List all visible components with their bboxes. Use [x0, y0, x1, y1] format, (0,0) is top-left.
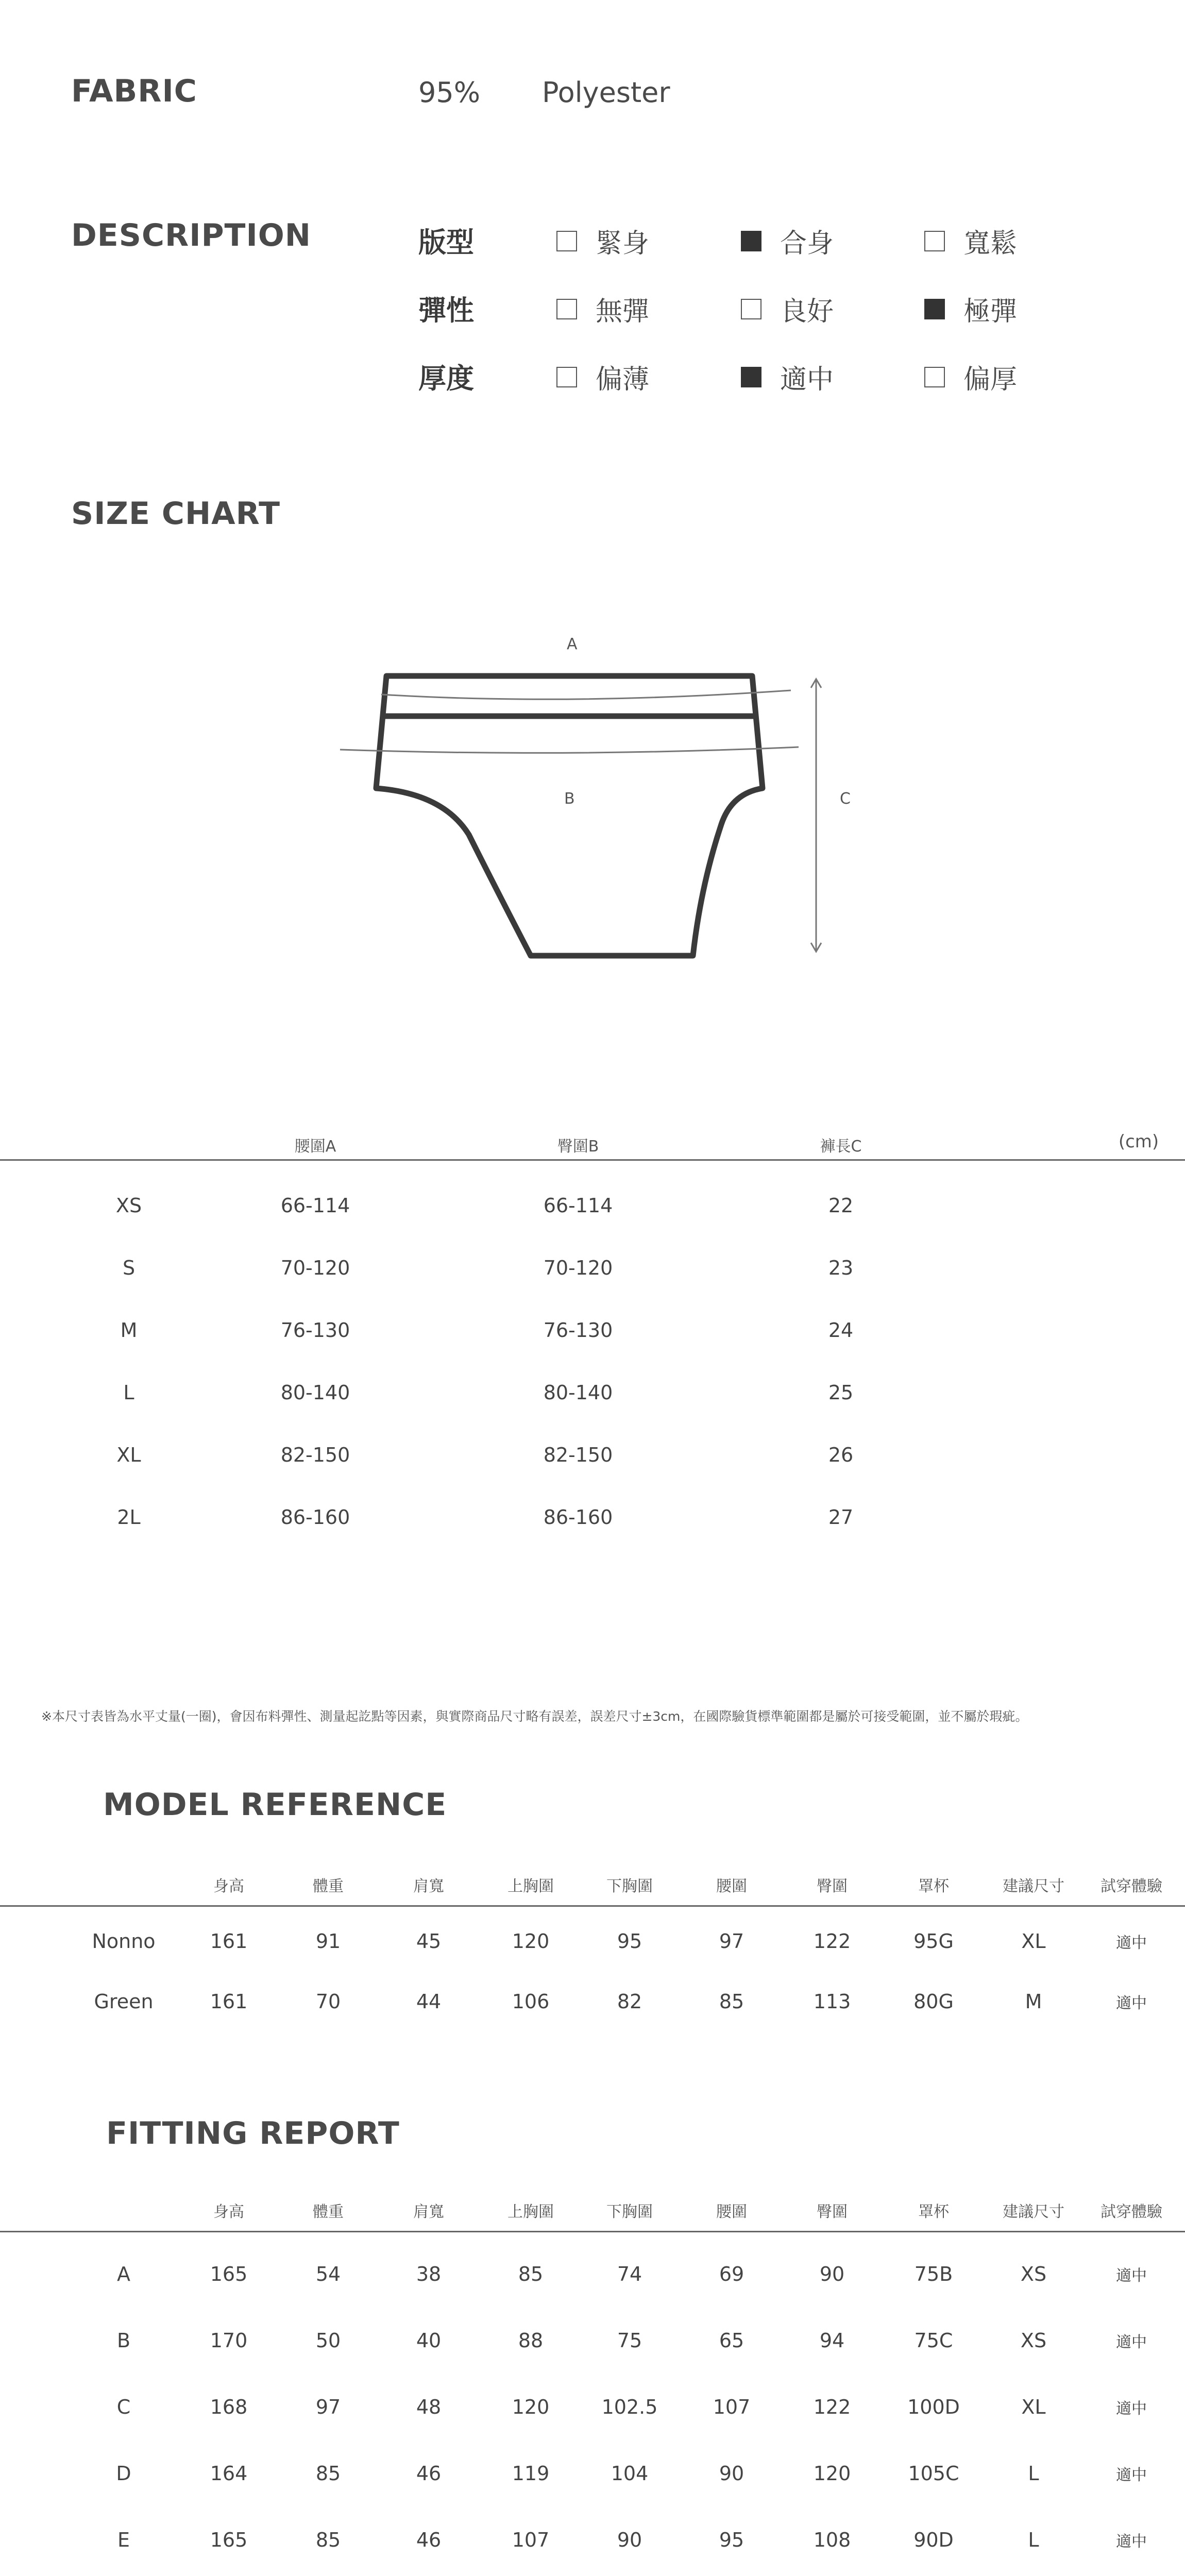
size-unit: (cm) — [1118, 1131, 1159, 1152]
diagram-label-a: A — [567, 635, 578, 653]
fitting-report-cell: A — [117, 2263, 130, 2285]
size-table-cell: XS — [115, 1194, 142, 1217]
fitting-report-cell: 170 — [210, 2329, 248, 2352]
checkbox-checked-icon — [741, 231, 761, 251]
fitting-report-cell: 85 — [315, 2462, 341, 2485]
model-reference-cell: 161 — [210, 1930, 248, 1953]
fitting-report-cell: B — [116, 2329, 131, 2352]
model-reference-cell: 120 — [512, 1930, 550, 1953]
model-reference-cell: Nonno — [92, 1930, 156, 1953]
size-table-cell: 27 — [828, 1506, 854, 1529]
description-option-label: 無彈 — [596, 296, 650, 327]
description-option-label: 寬鬆 — [963, 228, 1018, 259]
model-reference-cell: 95 — [617, 1930, 642, 1953]
size-table-cell: 80-140 — [280, 1381, 350, 1404]
measure-lines — [340, 679, 821, 952]
checkbox-checked-icon — [741, 367, 761, 387]
description-option — [924, 358, 1017, 396]
fitting-report-header: 下胸圍 — [606, 2203, 653, 2221]
description-title: DESCRIPTION — [71, 217, 312, 253]
model-reference-header: 腰圍 — [716, 1877, 747, 1895]
description-row-label: 彈性 — [418, 294, 474, 327]
model-reference-header: 試穿體驗 — [1101, 1877, 1162, 1895]
model-reference-cell: 97 — [719, 1930, 744, 1953]
model-reference-cell: 95G — [913, 1930, 954, 1953]
fitting-report-cell: 95 — [719, 2529, 744, 2551]
fitting-report-cell: 46 — [416, 2462, 442, 2485]
fitting-report-cell: 74 — [617, 2263, 642, 2285]
fitting-report-cell: 75C — [914, 2329, 953, 2352]
fitting-report-header: 體重 — [313, 2203, 344, 2221]
fitting-report-cell: 69 — [719, 2263, 744, 2285]
fitting-report-header: 身高 — [213, 2203, 244, 2221]
fitting-report-cell: 38 — [416, 2263, 442, 2285]
model-reference-header: 肩寬 — [413, 1877, 444, 1895]
fabric-percent: 95% — [418, 76, 481, 109]
fitting-report-cell: 165 — [210, 2263, 248, 2285]
fitting-report-header: 上胸圍 — [507, 2203, 554, 2221]
fabric-title: FABRIC — [71, 73, 197, 109]
fitting-report-cell: 119 — [512, 2462, 550, 2485]
size-table-cell: XL — [116, 1444, 141, 1466]
checkbox-checked-icon — [924, 299, 945, 319]
fitting-report-cell: C — [116, 2396, 131, 2418]
fitting-report-cell: 164 — [210, 2462, 248, 2485]
size-table-cell: 24 — [828, 1319, 854, 1342]
fitting-report-cell: 104 — [611, 2462, 649, 2485]
model-reference-header: 建議尺寸 — [1003, 1877, 1064, 1895]
fitting-report-cell: XS — [1020, 2329, 1047, 2352]
fitting-report-cell: 90 — [819, 2263, 845, 2285]
size-table-cell: 26 — [828, 1444, 854, 1466]
model-reference-cell: 91 — [315, 1930, 341, 1953]
size-table-cell: 23 — [828, 1257, 854, 1279]
fitting-report-header: 肩寬 — [413, 2203, 444, 2221]
size-table-cell: 76-130 — [280, 1319, 350, 1342]
model-reference-header: 身高 — [213, 1877, 244, 1895]
briefs-outline — [376, 676, 763, 956]
fitting-report-cell: 85 — [315, 2529, 341, 2551]
fitting-report-cell: 54 — [315, 2263, 341, 2285]
fitting-report-cell: 120 — [512, 2396, 550, 2418]
description-option-label: 極彈 — [963, 296, 1018, 327]
checkbox-empty-icon — [741, 299, 761, 319]
fitting-report-cell: 97 — [315, 2396, 341, 2418]
fitting-report-cell: 90 — [617, 2529, 642, 2551]
model-reference-cell: 44 — [416, 1990, 442, 2013]
model-reference-rule — [0, 1905, 1185, 1907]
model-reference-cell: 適中 — [1116, 1994, 1147, 2012]
size-table-cell: 66-114 — [280, 1194, 350, 1217]
size-table-cell: 82-150 — [543, 1444, 613, 1466]
fitting-report-rule — [0, 2231, 1185, 2232]
fitting-report-cell: 50 — [315, 2329, 341, 2352]
model-reference-header: 下胸圍 — [606, 1877, 653, 1895]
briefs-diagram — [309, 618, 876, 979]
fitting-report-header: 罩杯 — [918, 2203, 949, 2221]
model-reference-cell: Green — [94, 1990, 154, 2013]
fitting-report-cell: 108 — [813, 2529, 851, 2551]
size-table-cell: 82-150 — [280, 1444, 350, 1466]
fitting-report-cell: E — [117, 2529, 130, 2551]
description-option-label: 適中 — [780, 364, 834, 395]
fitting-report-cell: L — [1028, 2529, 1039, 2551]
fitting-report-cell: 適中 — [1116, 2533, 1147, 2551]
fitting-report-cell: 48 — [416, 2396, 442, 2418]
size-table-rule — [0, 1159, 1185, 1161]
fitting-report-cell: 46 — [416, 2529, 442, 2551]
fitting-report-header: 試穿體驗 — [1101, 2203, 1162, 2221]
size-table-cell: 70-120 — [543, 1257, 613, 1279]
fitting-report-cell: D — [116, 2462, 131, 2485]
fitting-report-cell: 122 — [813, 2396, 851, 2418]
fitting-report-cell: 40 — [416, 2329, 442, 2352]
fitting-report-cell: 102.5 — [601, 2396, 658, 2418]
fabric-material: Polyester — [542, 76, 670, 109]
size-table-cell: S — [122, 1257, 136, 1279]
description-option-label: 偏薄 — [596, 364, 650, 395]
size-table-header: 臀圍B — [557, 1138, 599, 1156]
checkbox-empty-icon — [556, 367, 577, 387]
fitting-report-cell: L — [1028, 2462, 1039, 2485]
fitting-report-cell: 適中 — [1116, 2400, 1147, 2418]
checkbox-empty-icon — [924, 367, 945, 387]
model-reference-header: 體重 — [313, 1877, 344, 1895]
fitting-report-cell: 94 — [819, 2329, 845, 2352]
fitting-report-cell: 107 — [713, 2396, 751, 2418]
size-table-cell: 66-114 — [543, 1194, 613, 1217]
model-reference-cell: 80G — [913, 1990, 954, 2013]
fitting-report-header: 臀圍 — [817, 2203, 848, 2221]
model-reference-cell: 適中 — [1116, 1934, 1147, 1952]
model-reference-header: 臀圍 — [817, 1877, 848, 1895]
fitting-report-cell: 165 — [210, 2529, 248, 2551]
fitting-report-cell: 105C — [908, 2462, 959, 2485]
fitting-report-cell: 75 — [617, 2329, 642, 2352]
model-reference-header: 上胸圍 — [507, 1877, 554, 1895]
fitting-report-cell: 100D — [907, 2396, 960, 2418]
model-reference-cell: 113 — [813, 1990, 851, 2013]
fitting-report-cell: 65 — [719, 2329, 744, 2352]
model-reference-cell: 122 — [813, 1930, 851, 1953]
fitting-report-cell: 適中 — [1116, 2333, 1147, 2351]
size-table-cell: 86-160 — [280, 1506, 350, 1529]
fitting-report-cell: 90D — [913, 2529, 954, 2551]
model-reference-cell: 45 — [416, 1930, 442, 1953]
description-row-label: 厚度 — [418, 362, 474, 395]
fitting-report-title: FITTING REPORT — [106, 2115, 400, 2151]
model-reference-cell: 85 — [719, 1990, 744, 2013]
description-option — [556, 358, 649, 396]
size-note: ※本尺寸表皆為水平丈量(一圈)，會因布料彈性、測量起訖點等因素，與實際商品尺寸略有誤差，誤差尺寸±3cm，在國際驗貨標準範圍都是屬於可接受範圍，並不屬於瑕疵。 — [41, 1709, 1028, 1724]
description-option — [924, 222, 1017, 260]
fitting-report-cell: 107 — [512, 2529, 550, 2551]
fitting-report-cell: 88 — [518, 2329, 544, 2352]
description-row-label: 版型 — [418, 226, 474, 259]
fitting-report-cell: 90 — [719, 2462, 744, 2485]
fitting-report-cell: 適中 — [1116, 2466, 1147, 2484]
fitting-report-cell: 168 — [210, 2396, 248, 2418]
size-table-cell: L — [123, 1381, 134, 1404]
description-option — [741, 290, 834, 328]
fitting-report-cell: XS — [1020, 2263, 1047, 2285]
checkbox-empty-icon — [556, 231, 577, 251]
size-table-header: 腰圍A — [294, 1138, 336, 1156]
size-table-cell: M — [120, 1319, 138, 1342]
fitting-report-cell: 85 — [518, 2263, 544, 2285]
fitting-report-cell: 75B — [914, 2263, 953, 2285]
diagram-label-c: C — [840, 790, 851, 808]
description-option — [556, 222, 649, 260]
description-option-label: 良好 — [780, 296, 834, 327]
description-option-label: 緊身 — [596, 228, 650, 259]
model-reference-cell: 70 — [315, 1990, 341, 2013]
description-option — [556, 290, 649, 328]
description-option — [741, 222, 834, 260]
checkbox-empty-icon — [556, 299, 577, 319]
size-table-cell: 86-160 — [543, 1506, 613, 1529]
model-reference-cell: 161 — [210, 1990, 248, 2013]
size-table-cell: 2L — [117, 1506, 141, 1529]
diagram-label-b: B — [564, 790, 575, 808]
fitting-report-header: 建議尺寸 — [1003, 2203, 1064, 2221]
size-table-cell: 80-140 — [543, 1381, 613, 1404]
fitting-report-cell: 適中 — [1116, 2267, 1147, 2285]
fitting-report-cell: 120 — [813, 2462, 851, 2485]
description-option — [741, 358, 834, 396]
size-table-header: 褲長C — [820, 1138, 862, 1156]
size-table-cell: 22 — [828, 1194, 854, 1217]
fitting-report-cell: XL — [1021, 2396, 1046, 2418]
model-reference-title: MODEL REFERENCE — [103, 1787, 447, 1823]
size-table-cell: 70-120 — [280, 1257, 350, 1279]
description-option-label: 合身 — [780, 228, 834, 259]
checkbox-empty-icon — [924, 231, 945, 251]
size-chart-title: SIZE CHART — [71, 496, 281, 532]
description-option — [924, 290, 1017, 328]
size-table-cell: 25 — [828, 1381, 854, 1404]
fitting-report-header: 腰圍 — [716, 2203, 747, 2221]
model-reference-cell: 82 — [617, 1990, 642, 2013]
description-option-label: 偏厚 — [963, 364, 1018, 395]
model-reference-header: 罩杯 — [918, 1877, 949, 1895]
model-reference-cell: 106 — [512, 1990, 550, 2013]
model-reference-cell: XL — [1021, 1930, 1046, 1953]
model-reference-cell: M — [1025, 1990, 1042, 2013]
size-table-cell: 76-130 — [543, 1319, 613, 1342]
